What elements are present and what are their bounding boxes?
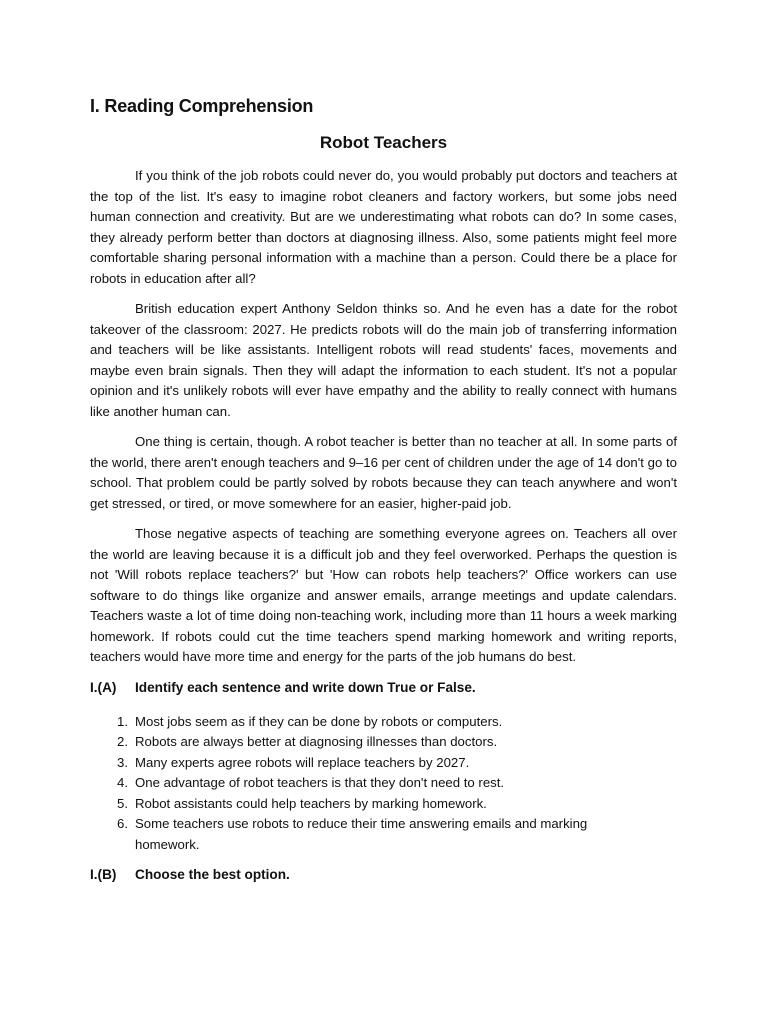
item-number: 1. — [117, 713, 128, 729]
part-a-instruction: Identify each sentence and write down True or False. — [135, 679, 476, 695]
part-b-number: I.(B) — [90, 867, 117, 882]
article-paragraph-2: British education expert Anthony Seldon thinks so. And he even has a date for the robot takeover of the classroom: 2027. He predicts robots will do the main job of transferring information and teachers will be like assistants. Intelligent robots will read students' faces, movements and maybe even brain signals. Then they will adapt the information to each student. It's not a popular opinion and it's unlikely robots will ever have empathy and the ability to really connect with humans like another human can. — [90, 301, 677, 419]
document-page — [90, 94, 677, 899]
item-number: 2. — [117, 734, 128, 749]
part-b-instruction: Choose the best option. — [135, 867, 290, 882]
article-paragraph-4: Those negative aspects of teaching are something everyone agrees on. Teachers all over the world are leaving because it is a difficult job and they feel overworked. Perhaps the question is not 'Will robots replace teachers?' but 'How can robots help teachers?' Office workers can use software to do things like organize and answer emails, arrange meetings and update calendars. Teachers waste a lot of time doing non-teaching work, including more than 11 hours a week marking homework. If robots could cut the time teachers spend marking homework and writing reports, teachers would have more time and energy for the parts of the job humans do best. — [90, 526, 677, 664]
item-text: One advantage of robot teachers is that they don't need to rest. — [135, 775, 505, 790]
list-item — [90, 814, 677, 855]
article-title: Robot Teachers — [319, 133, 448, 152]
part-b-heading — [90, 865, 677, 885]
item-text: Robot assistants could help teachers by marking homework. — [135, 795, 487, 811]
item-text: Some teachers use robots to reduce their time answering emails and marking homework. — [135, 816, 588, 852]
item-number: 4. — [117, 775, 128, 790]
list-item — [90, 732, 677, 753]
article-paragraph-3: One thing is certain, though. A robot teacher is better than no teacher at all. In some parts of the world, there aren't enough teachers and 9–16 per cent of children under the age of 14 don't go to school. That problem could be partly solved by robots because they can teach anywhere and won't get stressed, or tired, or move somewhere for an easier, higher-paid job. — [90, 434, 677, 511]
item-text: Most jobs seem as if they can be done by robots or computers. — [135, 713, 503, 729]
item-text: Robots are always better at diagnosing illnesses than doctors. — [135, 734, 498, 749]
item-number: 6. — [117, 816, 128, 831]
list-item — [90, 773, 677, 794]
item-number: 5. — [117, 795, 128, 811]
list-item — [90, 712, 677, 733]
part-a-heading — [90, 678, 677, 698]
article-paragraph-1: If you think of the job robots could never do, you would probably put doctors and teachers at the top of the list. It's easy to imagine robot cleaners and factory workers, but some jobs need human connection and creativity. But are we underestimating what robots can do? In some cases, they already perform better than doctors at diagnosing illness. Also, some patients might feel more comfortable sharing personal information with a machine than a person. Could there be a place for robots in education after all? — [90, 168, 677, 286]
true-false-list — [90, 712, 677, 856]
item-text: Many experts agree robots will replace teachers by 2027. — [135, 754, 470, 770]
part-a-number: I.(A) — [90, 679, 117, 695]
list-item — [90, 753, 677, 774]
section-title: I. Reading Comprehension — [90, 96, 314, 116]
list-item — [90, 794, 677, 815]
item-number: 3. — [117, 754, 128, 770]
